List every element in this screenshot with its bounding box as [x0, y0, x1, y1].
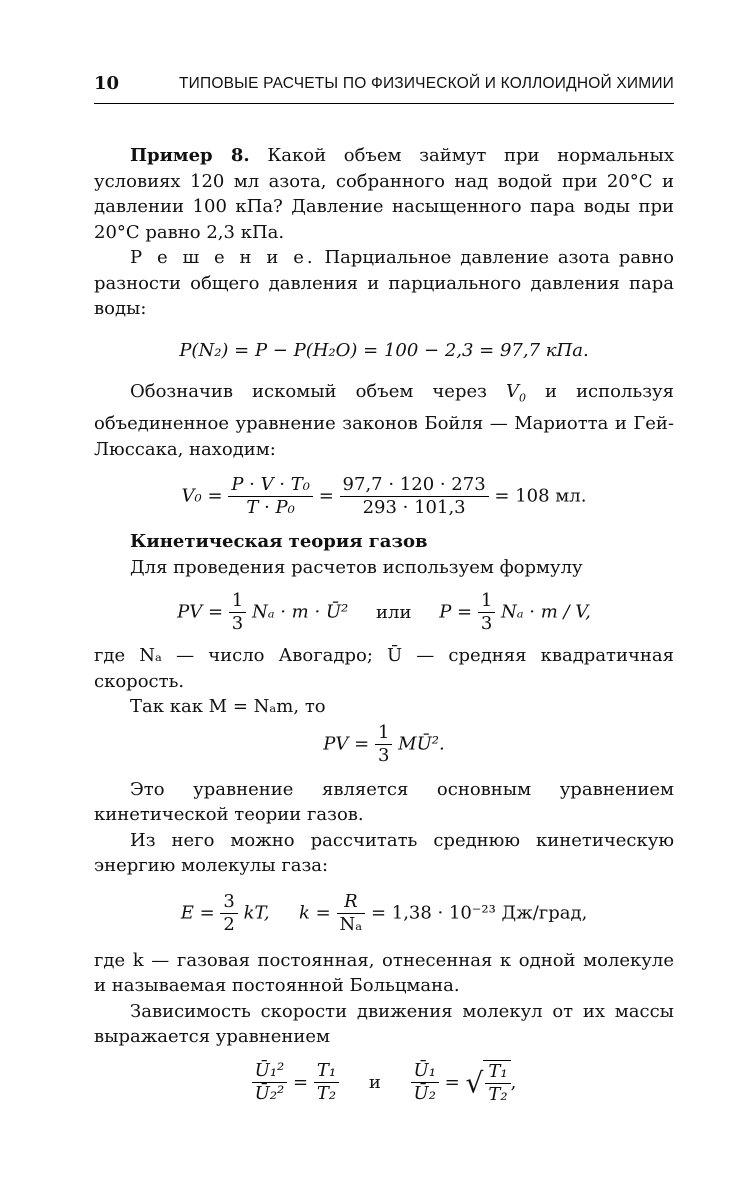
eq3-num-left: 1 [229, 590, 246, 613]
v0-text-a: Обозначив искомый объем через [130, 381, 487, 402]
equation-pv [94, 722, 674, 767]
page-number: 10 [94, 73, 120, 94]
eq3-left-rest: Nₐ · m · Ū² [251, 601, 349, 623]
eq6-frac2 [314, 1060, 339, 1105]
eq6-f4-num: T₁ [485, 1061, 510, 1084]
solution-label: Р е ш е н и е. [130, 247, 316, 268]
eq4-lhs: PV = [323, 733, 370, 755]
eq4-den: 3 [377, 744, 390, 766]
eq2-num2: 97,7 · 120 · 273 [340, 474, 489, 497]
example-label: Пример 8. [130, 145, 250, 166]
eq2-den1: T · P₀ [246, 497, 295, 519]
eq3-left: PV = [177, 601, 224, 623]
eq3-den-left: 3 [231, 613, 244, 635]
where-boltzmann: где k — газовая постоянная, отнесенная к одной молекуле и называемая постоянной Больцмана. [94, 949, 674, 997]
eq5-e-frac [220, 891, 237, 936]
eq5-e-num: 3 [220, 891, 237, 914]
section-heading: Кинетическая теория газов [130, 531, 428, 553]
eq6-f1-num: Ū₁² [252, 1060, 288, 1083]
eq6-frac3 [411, 1060, 439, 1105]
eq2-result: = 108 мл. [494, 485, 587, 507]
equation-kinetic [94, 590, 674, 635]
eq2-frac2 [340, 474, 489, 519]
v0-text-b: и используя объединенное уравнение законов Бойля — Мариотта и Гей-Люссака, находим: [94, 381, 674, 460]
eq4-rhs: MŪ². [398, 733, 445, 755]
eq5-k-num: R [337, 891, 366, 914]
eq3-right-rest: Nₐ · m / V, [501, 601, 591, 623]
eq6-tail: , [510, 1071, 517, 1093]
where-avogadro: где Nₐ — число Авогадро; Ū — средняя квадратичная скорость. [94, 645, 674, 692]
eq6-f1-den: Ū₂² [254, 1083, 285, 1105]
eq6-f2-den: T₂ [316, 1083, 337, 1105]
eq6-root [483, 1060, 510, 1106]
eq5-k-rest: = 1,38 · 10⁻²³ Дж/град, [370, 902, 588, 924]
eq4-num: 1 [375, 722, 392, 745]
sqrt-icon: √ [465, 1065, 484, 1099]
section-intro: Для проведения расчетов используем формулу [130, 556, 583, 578]
eq2-den2: 293 · 101,3 [362, 497, 466, 519]
eq3-or: или [376, 601, 412, 623]
v0-symbol: $V_0$ [505, 381, 526, 405]
speed-paragraph: Зависимость скорости движения молекул от их массы выражается уравнением [94, 1000, 674, 1048]
eq3-right: P = [439, 601, 473, 623]
eq5-e-rest: kT, [243, 902, 270, 924]
solution-text: Парциальное давление азота равно разности общего давления и парциального давления пара воды: [94, 247, 674, 319]
eq5-k-frac [337, 891, 366, 936]
example-text: Какой объем займут при нормальных условиях 120 мл азота, собранного над водой при 20°C и давлении 100 кПа? Давление насыщенного пара воды при 20°C равно 2,3 кПа. [94, 145, 674, 243]
page-body [94, 143, 674, 1106]
eq5-k-lhs: k = [299, 902, 331, 924]
eq3-frac-left [229, 590, 246, 635]
eq6-f4-den: T₂ [488, 1083, 508, 1105]
eq6-frac1 [252, 1060, 288, 1105]
basic-equation-paragraph: Это уравнение является основным уравнением кинетической теории газов. [94, 778, 674, 826]
v0-paragraph [94, 379, 674, 462]
eq6-f3-den: Ū₂ [413, 1083, 436, 1105]
eq3-num-right: 1 [478, 590, 495, 613]
equation-speed: $\frac{\text{Ū₁²}}{\text{Ū₂²}}$ = $\frac{\text{T₁}}{\text{T₂}}$ и $\frac{\text{Ū₁}}{\text{Ū₂}}$ = √ $\frac{\text{T₁}}{\text{T₂}}$ , [94, 1060, 674, 1106]
equation-v0: V₀ = $\frac{\text{P · V · T₀}}{\text{T · P₀}}$ = $\frac{97,7 \cdot 120 \cdot 273}{293 \cdot 101,3}$ = 108 мл. [181, 474, 587, 519]
solution-paragraph [94, 245, 674, 322]
eq6-f2-num: T₁ [314, 1060, 339, 1083]
eq6-f3-num: Ū₁ [411, 1060, 439, 1083]
eq4-frac [375, 722, 392, 767]
eq5-k-den: Nₐ [339, 913, 363, 935]
equation-partial-pressure: P(N₂) = P − P(H₂O) = 100 − 2,3 = 97,7 кПа. [179, 339, 589, 361]
eq2-frac1 [228, 474, 313, 519]
eq2-num1: P · V · T₀ [228, 474, 313, 497]
eq5-e-den: 2 [223, 913, 235, 935]
running-head: ТИПОВЫЕ РАСЧЕТЫ ПО ФИЗИЧЕСКОЙ И КОЛЛОИДНОЙ ХИМИИ [179, 75, 674, 92]
eq3-frac-right [478, 590, 495, 635]
equation-energy [94, 891, 674, 936]
header-rule [94, 103, 674, 104]
eq2-lhs: V₀ = [181, 485, 223, 507]
example-paragraph [94, 143, 674, 245]
eq6-frac4 [485, 1061, 510, 1106]
eq6-and: и [368, 1071, 381, 1093]
page-header [94, 73, 674, 105]
since-paragraph: Так как M = Nₐm, то [130, 696, 326, 718]
eq3-den-right: 3 [480, 613, 493, 635]
eq5-e-lhs: E = [180, 902, 215, 924]
energy-paragraph: Из него можно рассчитать среднюю кинетическую энергию молекулы газа: [94, 829, 674, 877]
